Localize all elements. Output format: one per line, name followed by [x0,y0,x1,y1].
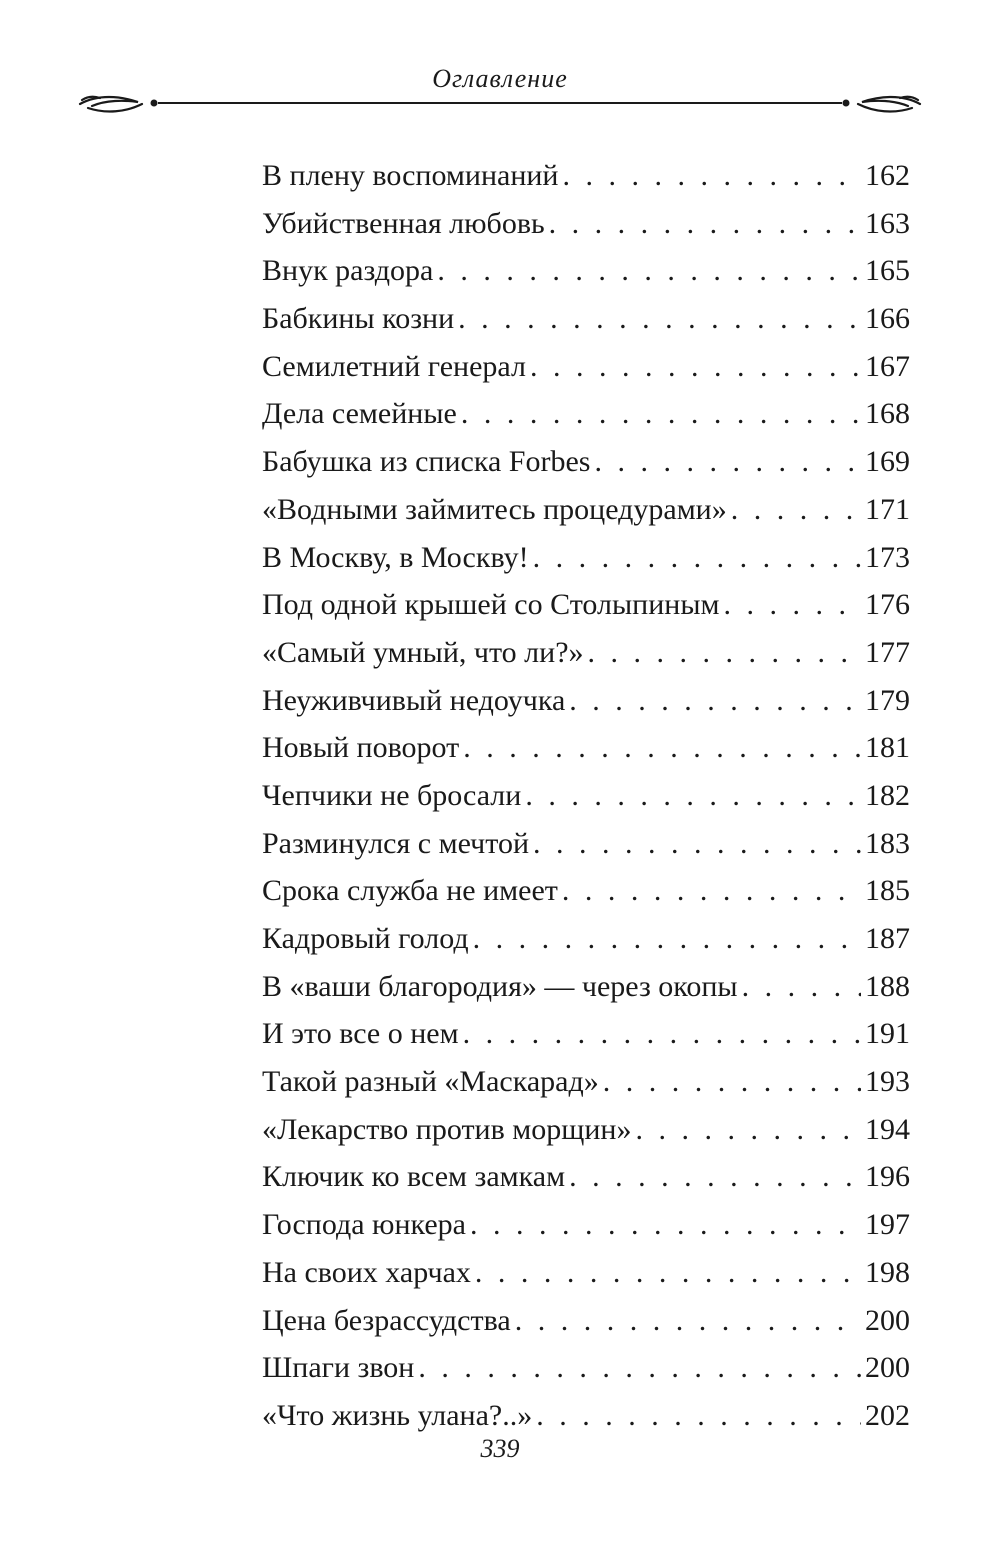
dot-leader [418,1344,861,1392]
toc-entry-page: 177 [865,635,910,669]
toc-entry [262,247,910,295]
dot-leader [603,1058,861,1106]
toc-entry [262,534,910,582]
toc-entry-page: 185 [865,874,910,908]
toc-entry-title: Неуживчивый недоучка [262,683,566,717]
toc-entry [262,820,910,868]
toc-entry-page: 165 [865,254,910,288]
toc-entry-title: Чепчики не бросали [262,778,522,812]
dot-leader [470,1201,861,1249]
toc-entry [262,963,910,1011]
dot-leader [569,677,861,725]
toc-entry [262,1297,910,1345]
toc-entry-title: Цена безрассудства [262,1303,511,1337]
dot-leader [437,247,861,295]
toc-entry [262,152,910,200]
toc-entry-title: Дела семейные [262,397,457,431]
dot-leader [549,200,861,248]
ornament-divider [78,82,922,122]
toc-entry-page: 182 [865,778,910,812]
dot-leader [525,772,861,820]
toc-entry-title: Разминулся с мечтой [262,826,530,860]
toc-entry [262,486,910,534]
toc-entry-title: В «ваши благородия» — через окопы [262,969,738,1003]
toc-entry-title: На своих харчах [262,1255,471,1289]
toc-entry-page: 198 [865,1255,910,1289]
dot-leader [536,1392,861,1440]
toc-entry-page: 181 [865,731,910,765]
toc-entry-title: Убийственная любовь [262,206,545,240]
toc-entry [262,295,910,343]
toc-entry-page: 187 [865,922,910,955]
toc-entry-title: Семилетний генерал [262,349,526,383]
toc-entry [262,724,910,772]
dot-leader [515,1297,861,1345]
toc-entry-page: 162 [865,159,910,192]
toc-entry-title: Новый поворот [262,731,460,765]
toc-entry-page: 166 [865,302,910,336]
toc-entry-title: «Лекарство против морщин» [262,1112,632,1146]
toc-entry-page: 183 [865,826,910,860]
toc-entry-title: Шпаги звон [262,1351,415,1385]
toc-entry-page: 168 [865,397,910,431]
toc-entry-page: 173 [865,540,910,574]
toc-entry [262,390,910,438]
dot-leader [475,1249,861,1297]
dot-leader [731,486,861,534]
toc-entry-page: 176 [865,588,910,622]
dot-leader [635,1106,861,1154]
toc-entry [262,772,910,820]
dot-leader [723,581,861,629]
toc-entry-title: Внук раздора [262,254,434,288]
left-flourish-icon [80,97,142,112]
toc-entry-title: В плену воспоминаний [262,159,559,192]
dot-leader [742,963,861,1011]
toc-entry [262,1249,910,1297]
toc-entry-title: Такой разный «Маскарад» [262,1065,599,1099]
toc-entry [262,677,910,725]
toc-entry [262,867,910,915]
page-number: 339 [480,1434,520,1463]
dot-leader [463,1010,861,1058]
toc-entry-page: 163 [865,206,910,240]
toc-entry-page: 196 [865,1160,910,1194]
dot-leader [458,295,861,343]
toc-entry [262,629,910,677]
running-head: Оглавление [432,64,568,93]
toc-entry [262,343,910,391]
toc-entry-page: 202 [865,1398,910,1432]
table-of-contents [262,152,910,1440]
dot-leader [473,915,861,963]
toc-entry-page: 194 [865,1112,910,1146]
toc-entry-page: 193 [865,1065,910,1099]
dot-leader [588,629,861,677]
toc-entry [262,438,910,486]
toc-entry-title: Кадровый голод [262,922,469,955]
dot-leader [533,534,861,582]
toc-entry [262,915,910,963]
toc-entry-title: «Самый умный, что ли?» [262,635,584,669]
toc-entry-page: 200 [865,1351,910,1385]
dot-leader [533,820,861,868]
toc-entry-page: 169 [865,445,910,479]
dot-leader [463,724,861,772]
toc-entry-title: Господа юнкера [262,1208,466,1242]
toc-entry [262,1392,910,1440]
toc-entry [262,1344,910,1392]
dot-leader [461,390,861,438]
toc-entry-title: «Что жизнь улана?..» [262,1398,533,1432]
dot-leader [530,343,861,391]
dot-leader [569,1153,861,1201]
toc-entry-title: И это все о нем [262,1017,459,1051]
toc-entry-title: Срока служба не имеет [262,874,558,908]
dot-leader [562,152,861,200]
toc-entry-title: Бабушка из списка Forbes [262,445,591,479]
toc-entry [262,1106,910,1154]
toc-entry-page: 200 [865,1303,910,1337]
toc-entry-title: «Водными займитесь процедурами» [262,492,727,526]
toc-entry [262,1058,910,1106]
toc-entry [262,581,910,629]
toc-entry [262,200,910,248]
toc-entry-title: Под одной крышей со Столыпиным [262,588,720,622]
toc-entry-page: 171 [865,492,910,526]
dot-leader [594,438,861,486]
right-flourish-icon [858,97,920,112]
dot-leader [562,867,861,915]
toc-entry [262,1153,910,1201]
toc-entry-page: 179 [865,683,910,717]
toc-entry-title: Ключик ко всем замкам [262,1160,566,1194]
toc-entry-title: В Москву, в Москву! [262,540,529,574]
toc-entry-page: 188 [865,969,910,1003]
toc-entry [262,1201,910,1249]
toc-entry-page: 191 [865,1017,910,1051]
toc-entry-title: Бабкины козни [262,302,455,336]
toc-entry [262,1010,910,1058]
toc-entry-page: 197 [865,1208,910,1242]
toc-entry-page: 167 [865,349,910,383]
